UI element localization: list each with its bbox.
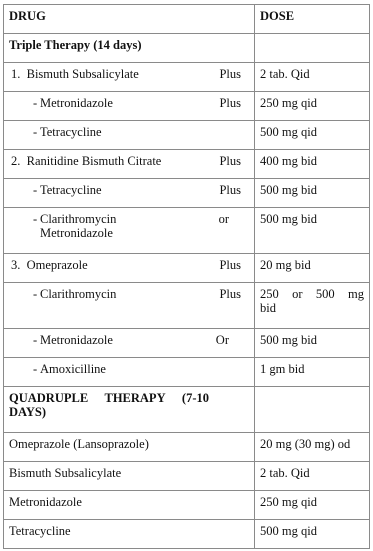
- heading-part: (7-10: [181, 391, 209, 405]
- drug-dose-table: [3, 4, 370, 549]
- drug-name: Ranitidine Bismuth Citrate: [26, 154, 162, 168]
- dose-cell: 250 mg qid: [255, 92, 370, 121]
- drug-cell: [4, 329, 255, 358]
- table-row: [4, 358, 370, 387]
- dose-cell: 500 mg bid: [255, 208, 370, 254]
- table-row: [4, 150, 370, 179]
- drug-name: Bismuth Subsalicylate: [26, 67, 139, 81]
- drug-name: Metronidazole: [40, 96, 113, 110]
- item-number: 1.: [11, 67, 21, 81]
- drug-cell: Tetracycline: [4, 520, 255, 549]
- dash-marker: -: [33, 96, 38, 110]
- dose-cell: 400 mg bid: [255, 150, 370, 179]
- heading-part: QUADRUPLE: [9, 391, 89, 405]
- table-row: [4, 254, 370, 283]
- drug-name: Amoxicilline: [40, 362, 106, 376]
- dose-cell: 20 mg (30 mg) od: [255, 433, 370, 462]
- dash-marker: -: [33, 333, 38, 347]
- conjunction: Plus: [219, 258, 241, 272]
- drug-name: Tetracycline: [40, 125, 102, 139]
- item-number: 2.: [11, 154, 21, 168]
- drug-cell: [4, 254, 255, 283]
- drug-cell: [4, 358, 255, 387]
- drug-name: Tetracycline: [40, 183, 102, 197]
- heading-part: DAYS): [9, 405, 47, 419]
- heading-part: THERAPY: [104, 391, 166, 405]
- table-row: [4, 520, 370, 549]
- table-row: [4, 179, 370, 208]
- drug-cell: [4, 121, 255, 150]
- conjunction: Plus: [219, 154, 241, 168]
- drug-name: Clarithromycin: [40, 212, 117, 226]
- dose-cell: 500 mg qid: [255, 520, 370, 549]
- conjunction: Plus: [219, 183, 241, 197]
- item-number: 3.: [11, 258, 21, 272]
- drug-cell: [4, 63, 255, 92]
- dose-part: bid: [260, 301, 276, 315]
- dose-cell: 2 tab. Qid: [255, 462, 370, 491]
- dose-cell: 500 mg bid: [255, 329, 370, 358]
- table-row: [4, 491, 370, 520]
- section-row-triple: [4, 34, 370, 63]
- triple-therapy-heading: Triple Therapy (14 days): [4, 34, 255, 63]
- drug-cell: [4, 283, 255, 329]
- drug-cell: Bismuth Subsalicylate: [4, 462, 255, 491]
- table-row: [4, 92, 370, 121]
- table-row: [4, 63, 370, 92]
- dose-part: 250: [260, 287, 279, 301]
- dose-cell: 500 mg qid: [255, 121, 370, 150]
- dose-part: or: [292, 287, 303, 301]
- dose-part: 500: [315, 287, 335, 301]
- drug-cell: [4, 92, 255, 121]
- dose-cell: 2 tab. Qid: [255, 63, 370, 92]
- drug-cell: [4, 208, 255, 254]
- dose-cell: 500 mg bid: [255, 179, 370, 208]
- dose-cell: 250 mg qid: [255, 491, 370, 520]
- drug-name: Clarithromycin: [40, 287, 117, 301]
- drug-cell: [4, 179, 255, 208]
- dash-marker: -: [33, 212, 38, 226]
- drug-cell: Metronidazole: [4, 491, 255, 520]
- dash-marker: -: [33, 362, 38, 376]
- conjunction: Or: [215, 333, 229, 347]
- conjunction: Plus: [219, 67, 241, 81]
- dose-cell: [255, 283, 370, 329]
- dose-cell: 20 mg bid: [255, 254, 370, 283]
- conjunction: or: [218, 212, 229, 226]
- conjunction: Plus: [219, 96, 241, 110]
- dose-cell: 1 gm bid: [255, 358, 370, 387]
- drug-cell: Omeprazole (Lansoprazole): [4, 433, 255, 462]
- table-row: [4, 462, 370, 491]
- table-row: [4, 208, 370, 254]
- drug-column-header: DRUG: [4, 5, 255, 34]
- table-row: [4, 433, 370, 462]
- quadruple-therapy-heading: [4, 387, 255, 433]
- drug-name: Metronidazole: [40, 333, 113, 347]
- table-row: [4, 283, 370, 329]
- dash-marker: -: [33, 287, 38, 301]
- empty-cell: [255, 387, 370, 433]
- section-row-quadruple: [4, 387, 370, 433]
- drug-cell: [4, 150, 255, 179]
- drug-name: Omeprazole: [26, 258, 88, 272]
- table-header-row: [4, 5, 370, 34]
- dash-marker: -: [33, 125, 38, 139]
- conjunction: Plus: [219, 287, 241, 301]
- dash-marker: -: [33, 183, 38, 197]
- dose-column-header: DOSE: [255, 5, 370, 34]
- table-row: [4, 329, 370, 358]
- table-row: [4, 121, 370, 150]
- dose-part: mg: [348, 287, 364, 301]
- empty-cell: [255, 34, 370, 63]
- drug-name-alt: Metronidazole: [40, 226, 113, 240]
